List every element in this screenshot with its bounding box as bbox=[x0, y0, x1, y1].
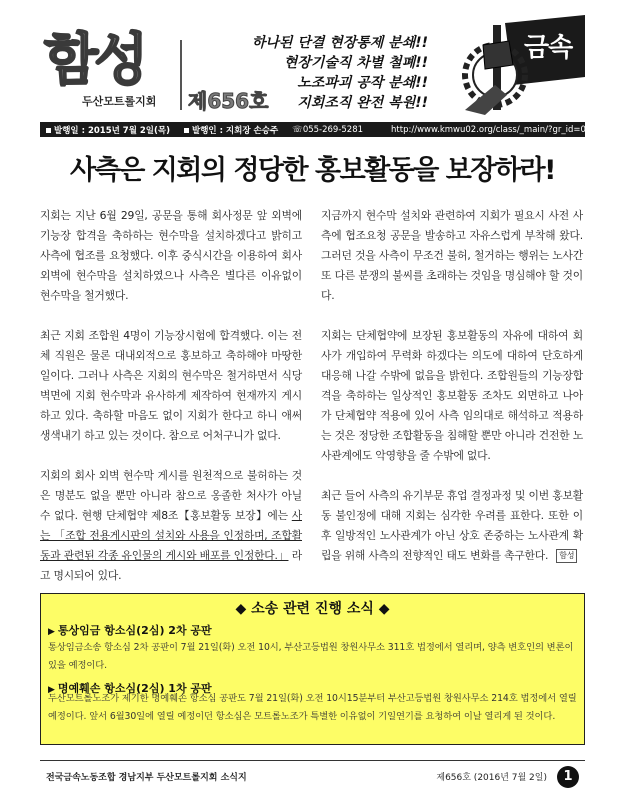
masthead bbox=[40, 15, 585, 120]
footer bbox=[40, 766, 585, 784]
paragraph: 지회의 회사 외벽 현수막 게시를 원천적으로 불허하는 것은 명분도 없을 뿐만 아니라 참으로 옹졸한 처사가 아닐 수 없다. 현행 단체협약 제8조【홍보활동 보장】에는 사는 「조합 전용게시판의 설치와 사용을 인정하며, 조합활동과 관련된 각종 유인물의 게시와 배포를 인정한다.」 라고 명시되어 있다. bbox=[40, 469, 303, 582]
paragraph: 지회는 지난 6월 29일, 공문을 통해 회사정문 앞 외벽에 기능장 합격을 축하하는 현수막을 설치하겠다고 밝히고 사측에 협조를 요청했다. 이후 중식시간을 이용하여 회사 외벽에 현수막을 설치하였으나 사측은 별다른 이유없이 현수막을 철거했다. bbox=[40, 209, 302, 302]
website-url[interactable]: http://www.kmwu02.org/class/_main/?gr_id=040 bbox=[391, 124, 597, 135]
bullet-icon bbox=[184, 128, 189, 133]
slogan-3: 노조파괴 공작 분쇄!! bbox=[297, 75, 428, 91]
footer-publisher: 전국금속노동조합 경남지부 두산모트롤지회 소식지 bbox=[46, 773, 247, 783]
logo-subtitle: 두산모트롤지회 bbox=[82, 95, 157, 108]
news-item-heading: ▶ 통상임금 항소심(2심) 2차 공판 bbox=[48, 624, 212, 637]
masthead-divider bbox=[180, 40, 182, 110]
slogan-4: 지회조직 완전 복원!! bbox=[297, 95, 428, 111]
footer-divider bbox=[40, 760, 585, 761]
triangle-right-icon: ▶ bbox=[48, 627, 55, 637]
article-right-column bbox=[321, 206, 583, 586]
news-item-body: 통상임금소송 항소심 2차 공판이 7월 21일(화) 오전 10시, 부산고등법원 창원사무소 311호 법정에서 열리며, 양측 변호인의 변론이 있을 예정이다. bbox=[48, 642, 574, 671]
phone-number: ☏055-269-5281 bbox=[292, 124, 364, 135]
publisher: 발행인 : 지회장 손승주 bbox=[184, 124, 278, 136]
news-item-body: 두산모트롤노조가 제기한 명예훼손 항소심 공판도 7월 21일(화) 오전 10시15분부터 부산고등법원 창원사무소 214호 법정에서 열릴 예정이다. 앞서 6월30일에 열릴 예정이던 항소심은 모트롤노조가 특별한 이유없이 기일연기를 요청하여 이날 열리게 된 것이다. bbox=[48, 693, 577, 722]
article-left-column bbox=[40, 206, 302, 606]
emblem-label: 금속 bbox=[524, 33, 573, 63]
lawsuit-news-box bbox=[40, 593, 585, 745]
headline: 사측은 지회의 정당한 홍보활동을 보장하라! bbox=[70, 155, 555, 186]
paragraph: 지회는 단체협약에 보장된 홍보활동의 자유에 대하여 회사가 개입하여 무력화 하겠다는 의도에 대하여 단호하게 대응해 나갈 수밖에 없음을 밝힌다. 조합원들의 기능장합격을 축하하는 일상적인 홍보활동 조차도 외면하고 나아가 단체협약 적용에 있어 사측 임의대로 해석하고 적용하는 것은 정당한 조합활동을 침해할 뿐만 아니라 건전한 노사관계에도 악영향을 줄 수밖에 없다. bbox=[321, 329, 583, 462]
publish-date: 발행일 : 2015년 7월 2일(목) bbox=[46, 124, 170, 136]
newsbox-title: ◆ 소송 관련 진행 소식 ◆ bbox=[235, 601, 390, 617]
signature-stamp: 함성 bbox=[556, 549, 577, 563]
slogan-1: 하나된 단결 현장통제 분쇄!! bbox=[251, 35, 428, 51]
bullet-icon bbox=[46, 128, 51, 133]
logo-title: 함성 bbox=[44, 28, 145, 93]
page-number: 1 bbox=[557, 766, 579, 788]
newsletter-logo bbox=[40, 28, 180, 113]
footer-issue: 제656호 (2016년 7월 2일) bbox=[436, 773, 547, 783]
news-item-heading: ▶ 명예훼손 항소심(2심) 1차 공판 bbox=[48, 682, 212, 695]
issue-number: 제656호 bbox=[188, 89, 269, 113]
triangle-right-icon: ▶ bbox=[48, 685, 55, 695]
raised-fist-flag-icon bbox=[435, 15, 585, 115]
paragraph: 지금까지 현수막 설치와 관련하여 지회가 필요시 사전 사측에 협조요청 공문을 발송하고 자유스럽게 부착해 왔다. 그러던 것을 사측이 무조건 불허, 철거하는 행위는 노사간 또 다른 분쟁의 불씨를 초래하는 것임을 명심해야 할 것이다. bbox=[321, 209, 583, 302]
quoted-clause: 사는 「조합 전용게시판의 설치와 사용을 인정하며, 조합활동과 관련된 각종 유인물의 게시와 배포를 인정한다.」 bbox=[40, 509, 302, 562]
slogan-2: 현장기술직 차별 철폐!! bbox=[283, 55, 428, 71]
paragraph: 최근 들어 사측의 유기부문 휴업 결정과정 및 이번 홍보활동 불인정에 대해 지회는 심각한 우려를 표한다. 또한 이후 일방적인 노사관계가 아닌 상호 존중하는 노사관계 확립을 위해 사측의 전향적인 태도 변화를 촉구한다. 함성 bbox=[321, 489, 583, 562]
slogan-list bbox=[218, 33, 428, 113]
paragraph: 최근 지회 조합원 4명이 기능장시험에 합격했다. 이는 전체 직원은 물론 대내외적으로 홍보하고 축하해야 마땅한 일이다. 그러나 사측은 지회의 현수막은 철거하면서 식당 벽면에 지회 현수막과 유사하게 제작하여 현재까지 게시하고 있다. 축하할 마음도 없이 지회가 한다고 하니 애써 생색내기 하고 있는 것이다. 참으로 어처구니가 없다. bbox=[40, 329, 302, 442]
publication-info-bar bbox=[40, 122, 597, 137]
